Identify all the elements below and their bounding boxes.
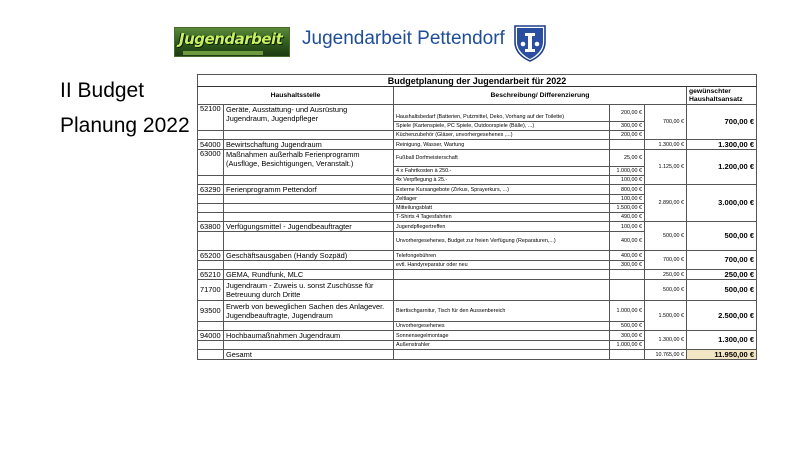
row-code: 63800 — [198, 222, 224, 232]
row-code-empty — [198, 322, 224, 331]
row-target: 2.500,00 € — [687, 301, 757, 331]
organization-title: Jugendarbeit Pettendorf — [302, 28, 505, 49]
row-desc: Telefongebühren — [394, 251, 610, 261]
row-amount: 1.500,00 € — [610, 204, 645, 213]
logo-text: Jugendarbeit — [179, 30, 283, 48]
row-target: 500,00 € — [687, 280, 757, 301]
row-desc: Zeltlager — [394, 195, 610, 204]
header-haushaltsstelle: Haushaltsstelle — [198, 87, 394, 105]
row-name-empty — [224, 131, 394, 140]
row-desc: Mitteilungsblatt — [394, 204, 610, 213]
row-desc: Jugendpflegertreffen — [394, 222, 610, 232]
row-subtotal: 700,00 € — [645, 105, 687, 140]
total-subtotal: 10.765,00 € — [645, 350, 687, 360]
row-desc-empty — [394, 350, 610, 360]
row-name: Bewirtschaftung Jugendraum — [224, 140, 394, 150]
row-target: 1.300,00 € — [687, 331, 757, 350]
row-amount: 400,00 € — [610, 232, 645, 251]
row-amount-empty — [610, 270, 645, 280]
row-name: Geräte, Ausstattung- und Ausrüstung Jugendraum, Jugendpfleger — [224, 105, 394, 131]
row-name-empty — [224, 341, 394, 350]
row-code: 54000 — [198, 140, 224, 150]
row-name: Erwerb von beweglichen Sachen des Anlagever. Jugendbeauftragte, Jugendraum — [224, 301, 394, 322]
total-label: Gesamt — [224, 350, 394, 360]
row-name-empty — [224, 195, 394, 204]
row-desc-empty — [394, 280, 610, 301]
row-desc: evtl. Handyreparatur oder neu — [394, 261, 610, 270]
row-name-empty — [224, 213, 394, 222]
total-row — [198, 350, 757, 360]
row-name: Geschäftsausgaben (Handy Sozpäd) — [224, 251, 394, 261]
row-subtotal: 1.300,00 € — [645, 331, 687, 350]
row-code: 94000 — [198, 331, 224, 341]
row-amount: 800,00 € — [610, 185, 645, 195]
row-subtotal: 250,00 € — [645, 270, 687, 280]
row-amount: 1.000,00 € — [610, 167, 645, 176]
table-row — [198, 270, 757, 280]
row-name-empty — [224, 232, 394, 251]
row-desc: Unvorhergesehenes, Budget zur freien Verfügung (Reparaturen,...) — [394, 232, 610, 251]
table-row — [198, 280, 757, 301]
row-name: Ferienprogramm Pettendorf — [224, 185, 394, 195]
row-code: 93500 — [198, 301, 224, 322]
row-target: 700,00 € — [687, 251, 757, 270]
table-title: Budgetplanung der Jugendarbeit für 2022 — [198, 75, 757, 87]
row-desc: Sonnensegelmontage — [394, 331, 610, 341]
row-subtotal: 1.125,00 € — [645, 150, 687, 185]
table-row — [198, 185, 757, 195]
table-row — [198, 150, 757, 167]
coat-of-arms-icon — [513, 22, 547, 62]
header-gewuenscht-line1: gewünschter — [689, 87, 731, 95]
jugendarbeit-logo — [174, 27, 290, 57]
row-code-empty — [198, 204, 224, 213]
row-target: 1.200,00 € — [687, 150, 757, 185]
row-code: 71700 — [198, 280, 224, 301]
row-desc: Unvorhergesehenes — [394, 322, 610, 331]
row-subtotal: 1.300,00 € — [645, 140, 687, 150]
row-subtotal: 2.890,00 € — [645, 185, 687, 222]
row-target: 1.300,00 € — [687, 140, 757, 150]
row-desc: 4x Verpflegung à 25.- — [394, 176, 610, 185]
row-name-empty — [224, 261, 394, 270]
row-amount-empty — [610, 350, 645, 360]
row-target: 3.000,00 € — [687, 185, 757, 222]
row-code-empty — [198, 232, 224, 251]
table-row — [198, 140, 757, 150]
row-code-empty — [198, 350, 224, 360]
row-desc-empty — [394, 270, 610, 280]
row-name: GEMA, Rundfunk, MLC — [224, 270, 394, 280]
row-code: 52100 — [198, 105, 224, 131]
row-amount: 1.000,00 € — [610, 301, 645, 322]
row-amount: 25,00 € — [610, 150, 645, 167]
row-desc: T-Shirts 4 Tagesfahrten — [394, 213, 610, 222]
row-desc: Biertischgarnitur, Tisch für den Aussenbereich — [394, 301, 610, 322]
row-amount: 200,00 € — [610, 131, 645, 140]
table-row — [198, 251, 757, 261]
row-code-empty — [198, 261, 224, 270]
row-target: 250,00 € — [687, 270, 757, 280]
row-name: Maßnahmen außerhalb Ferienprogramm (Ausflüge, Besichtigungen, Veranstalt.) — [224, 150, 394, 176]
row-subtotal: 700,00 € — [645, 251, 687, 270]
row-subtotal: 1.500,00 € — [645, 301, 687, 331]
row-amount: 100,00 € — [610, 222, 645, 232]
row-name-empty — [224, 176, 394, 185]
row-desc: Fußball Dorfmeisterschaft — [394, 150, 610, 167]
side-title-line2: Planung 2022 — [60, 114, 190, 137]
row-amount: 300,00 € — [610, 122, 645, 131]
table-row — [198, 105, 757, 122]
table-row — [198, 222, 757, 232]
row-amount: 400,00 € — [610, 251, 645, 261]
row-amount: 500,00 € — [610, 322, 645, 331]
row-amount: 200,00 € — [610, 105, 645, 122]
header-gewuenscht-line2: Haushaltsansatz — [689, 95, 743, 103]
budget-sheet — [197, 74, 756, 360]
row-name: Jugendraum - Zuweis u. sonst Zuschüsse für Betreuung durch Dritte — [224, 280, 394, 301]
row-code-empty — [198, 195, 224, 204]
row-amount: 300,00 € — [610, 261, 645, 270]
header-beschreibung: Beschreibung/ Differenzierung — [394, 87, 687, 105]
row-amount: 100,00 € — [610, 195, 645, 204]
row-amount-empty — [610, 280, 645, 301]
budget-table — [197, 74, 757, 360]
row-amount: 100,00 € — [610, 176, 645, 185]
total-target: 11.950,00 € — [687, 350, 757, 360]
logo-underline — [183, 51, 263, 55]
side-title-line1: II Budget — [60, 79, 145, 102]
row-code: 63290 — [198, 185, 224, 195]
row-amount: 300,00 € — [610, 331, 645, 341]
row-name: Hochbaumaßnahmen Jugendraum — [224, 331, 394, 341]
row-code-empty — [198, 341, 224, 350]
header-gewuenscht — [687, 87, 757, 105]
table-row — [198, 301, 757, 322]
row-name-empty — [224, 322, 394, 331]
row-desc: Reinigung, Wasser, Wartung — [394, 140, 610, 150]
row-code: 65210 — [198, 270, 224, 280]
row-amount: 1.000,00 € — [610, 341, 645, 350]
row-desc: 4 x Fahrtkosten à 250.- — [394, 167, 610, 176]
table-row — [198, 331, 757, 341]
row-desc: Küchenzubehör (Gläser, unvorhergesehenes ,...) — [394, 131, 610, 140]
row-desc: Außenstrahler — [394, 341, 610, 350]
row-desc: Externe Kursangebote (Zirkus, Sprayerkurs, ...) — [394, 185, 610, 195]
row-desc: Haushaltsbedarf (Batterien, Putzmittel, Deko, Vorhang auf der Toilette) — [394, 105, 610, 122]
row-name-empty — [224, 204, 394, 213]
row-target: 700,00 € — [687, 105, 757, 140]
row-subtotal: 500,00 € — [645, 280, 687, 301]
row-code-empty — [198, 213, 224, 222]
row-name: Verfügungsmittel - Jugendbeauftragter — [224, 222, 394, 232]
row-desc: Spiele (Kartenspiele, PC Spiele, Outdoorspiele (Bälle), ...) — [394, 122, 610, 131]
row-code-empty — [198, 131, 224, 140]
row-amount: 490,00 € — [610, 213, 645, 222]
row-amount-empty — [610, 140, 645, 150]
row-code: 63000 — [198, 150, 224, 176]
row-subtotal: 500,00 € — [645, 222, 687, 251]
table-header-row — [198, 87, 757, 105]
row-target: 500,00 € — [687, 222, 757, 251]
row-code: 65200 — [198, 251, 224, 261]
row-code-empty — [198, 176, 224, 185]
